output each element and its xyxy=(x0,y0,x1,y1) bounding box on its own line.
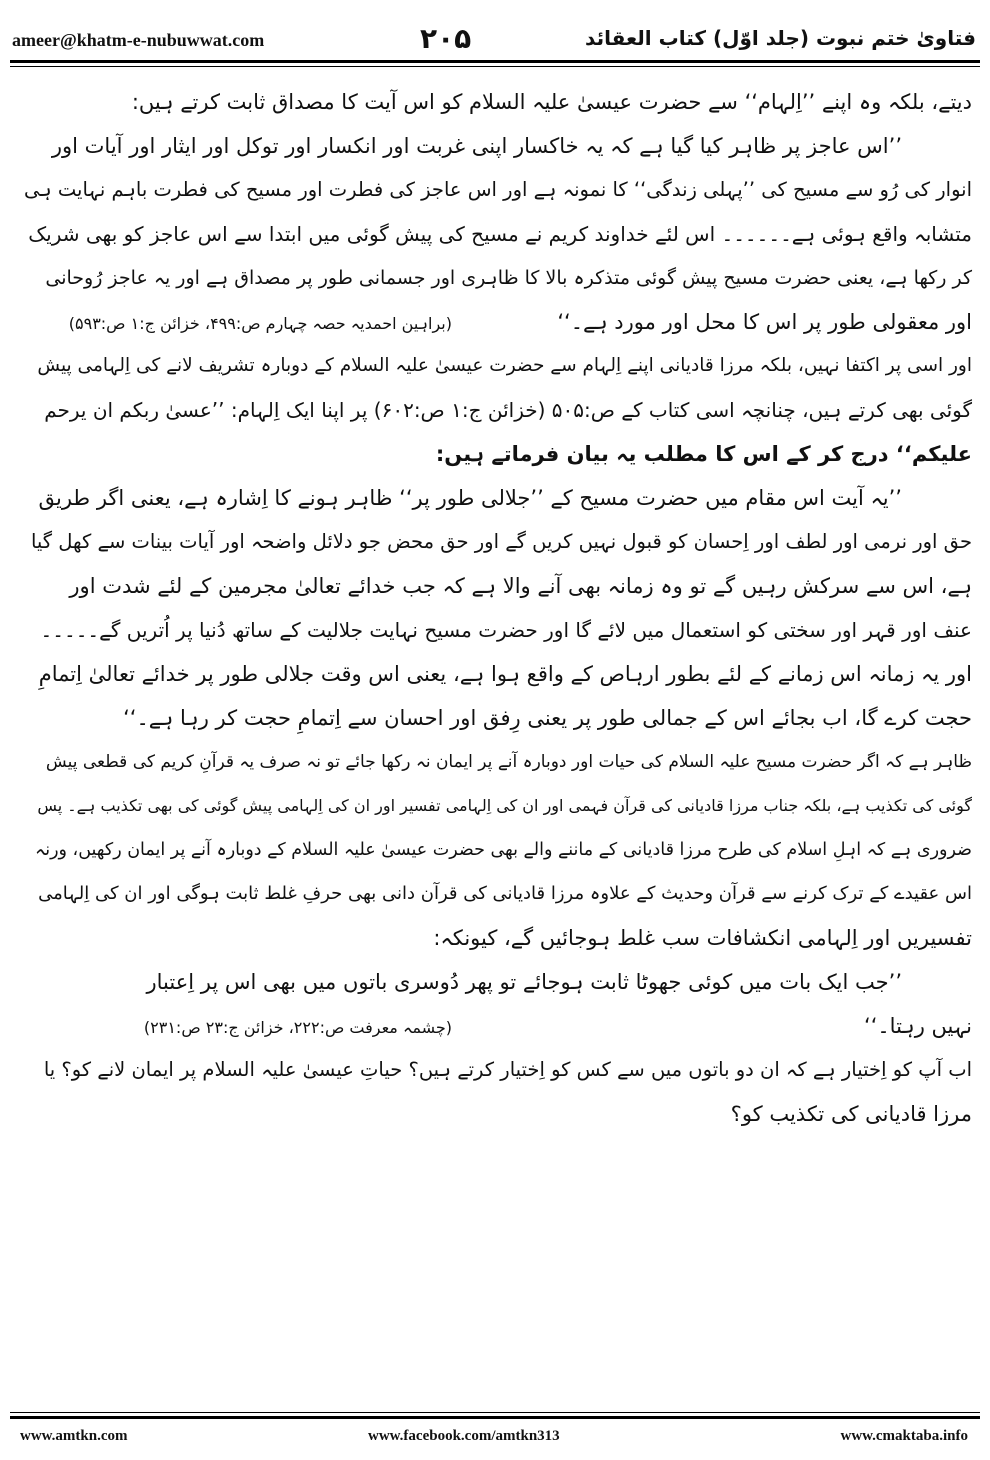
quote-line: حق اور نرمی اور لطف اور اِحسان کو قبول نہیں کریں گے اور حق محض جو دلائل واضحہ اور آیات بینات سے کھل گیا xyxy=(30,530,972,553)
body-line: ظاہر ہے کہ اگر حضرت مسیح علیہ السلام کی حیات اور دوبارہ آنے پر ایمان نہ رکھا جائے تو نہ صرف یہ قرآنِ کریم کی قطعی پیش xyxy=(45,752,972,772)
body-line: علیکم‘‘ درج کر کے اس کا مطلب یہ بیان فرماتے ہیں: xyxy=(435,442,972,466)
body-line: مرزا قادیانی کی تکذیب کو؟ xyxy=(730,1102,972,1126)
footer-link-cmaktaba[interactable]: www.cmaktaba.info xyxy=(840,1428,968,1444)
body-line: ضروری ہے کہ اہلِ اسلام کی طرح مرزا قادیانی کے ماننے والے بھی حضرت عیسیٰ علیہ السلام کے دوبارہ آنے پر ایمان رکھیں، ورنہ xyxy=(34,840,972,860)
book-title: فتاویٰ ختم نبوت (جلد اوّل) کتاب العقائد xyxy=(585,26,976,50)
footer-divider-thin xyxy=(10,1412,980,1413)
quote-line: کر رکھا ہے، یعنی حضرت مسیح پیش گوئی متذکرہ بالا کا ظاہری اور جسمانی طور پر مصداق ہے اور یہ عاجز رُوحانی xyxy=(45,267,972,289)
reference-citation: (براہین احمدیہ حصہ چہارم ص:۴۹۹، خزائن ج:۱ ص:۵۹۳) xyxy=(68,314,452,333)
footer-divider-thick xyxy=(10,1416,980,1419)
footer-link-amtkn[interactable]: www.amtkn.com xyxy=(20,1428,128,1444)
body-line: اس عقیدے کے ترک کرنے سے قرآن وحدیث کے علاوہ مرزا قادیانی کی قرآن دانی بھی حرفِ غلط ثابت ہوگی اور ان کی اِلہامی xyxy=(38,883,972,904)
quote-line: ’’جب ایک بات میں کوئی جھوٹا ثابت ہوجائے تو پھر دُوسری باتوں میں بھی اس پر اِعتبار xyxy=(146,970,902,994)
page-footer xyxy=(0,1424,990,1454)
body-line: دیتے، بلکہ وہ اپنے ’’اِلہام‘‘ سے حضرت عیسیٰ علیہ السلام کو اس آیت کا مصداق ثابت کرتے ہیں: xyxy=(131,90,972,114)
quote-line: ہے، اس سے سرکش رہیں گے تو وہ زمانہ بھی آنے والا ہے کہ جب خدائے تعالیٰ مجرمین کے لئے شدت اور xyxy=(69,574,972,598)
quote-line: نہیں رہتا۔‘‘ xyxy=(864,1014,972,1038)
body-line: تفسیریں اور اِلہامی انکشافات سب غلط ہوجائیں گے، کیونکہ: xyxy=(433,926,972,950)
quote-line: حجت کرے گا، اب بجائے اس کے جمالی طور پر یعنی رِفق اور احسان سے اِتمامِ حجت کر رہا ہے۔‘‘ xyxy=(123,706,972,730)
header-email[interactable]: ameer@khatm-e-nubuwwat.com xyxy=(12,30,265,50)
body-line: گوئی کی تکذیب ہے، بلکہ جناب مرزا قادیانی کی قرآن فہمی اور ان کی اِلہامی تفسیر اور ان کی اِلہامی پیش گوئی کی بھی تکذیب ہے۔ پس xyxy=(37,796,972,815)
body-line: گوئی بھی کرتے ہیں، چنانچہ اسی کتاب کے ص:۵۰۵ (خزائن ج:۱ ص:۶۰۲) پر اپنا ایک اِلہام: ’’عسیٰ ربکم ان یرحم xyxy=(44,398,972,422)
body-line: اور اسی پر اکتفا نہیں، بلکہ مرزا قادیانی اپنے اِلہام سے حضرت عیسیٰ علیہ السلام کے دوبارہ تشریف لانے کی اِلہامی پیش xyxy=(37,355,972,376)
quote-line: انوار کی رُو سے مسیح کی ’’پہلی زندگی‘‘ کا نمونہ ہے اور اس عاجز کی فطرت اور مسیح کی فطرت باہم نہایت ہی xyxy=(24,178,972,201)
quote-line: متشابہ واقع ہوئی ہے۔۔۔۔۔۔ اس لئے خداوند کریم نے مسیح کی پیش گوئی میں ابتدا سے اس عاجز کو بھی شریک xyxy=(28,222,972,246)
body-line: اب آپ کو اِختیار ہے کہ ان دو باتوں میں سے کس کو اِختیار کرتے ہیں؟ حیاتِ عیسیٰ علیہ السلام پر ایمان لانے کو؟ یا xyxy=(43,1058,972,1081)
header-divider-thick xyxy=(10,60,980,63)
footer-link-facebook[interactable]: www.facebook.com/amtkn313 xyxy=(368,1428,560,1444)
page-number: ۲۰۵ xyxy=(420,22,472,55)
reference-citation: (چشمہ معرفت ص:۲۲۲، خزائن ج:۲۳ ص:۲۳۱) xyxy=(143,1018,452,1037)
quote-line: عنف اور قہر اور سختی کو استعمال میں لائے گا اور حضرت مسیح نہایت جلالیت کے ساتھ دُنیا پر اُتریں گے۔۔۔۔۔ xyxy=(40,618,972,642)
quote-line: اور یہ زمانہ اس زمانے کے لئے بطور ارہاص کے واقع ہوا ہے، یعنی اس وقت جلالی طور پر خدائے تعالیٰ اِتمامِ xyxy=(38,662,972,686)
header-divider-thin xyxy=(10,66,980,67)
page-header xyxy=(0,20,990,60)
quote-line: ’’اس عاجز پر ظاہر کیا گیا ہے کہ یہ خاکسار اپنی غربت اور انکسار اور توکل اور ایثار اور آیات اور xyxy=(51,134,902,158)
quote-line: ’’یہ آیت اس مقام میں حضرت مسیح کے ’’جلالی طور پر‘‘ ظاہر ہونے کا اِشارہ ہے، یعنی اگر طریق xyxy=(38,486,902,510)
quote-line: اور معقولی طور پر اس کا محل اور مورد ہے۔‘‘ xyxy=(557,310,972,334)
